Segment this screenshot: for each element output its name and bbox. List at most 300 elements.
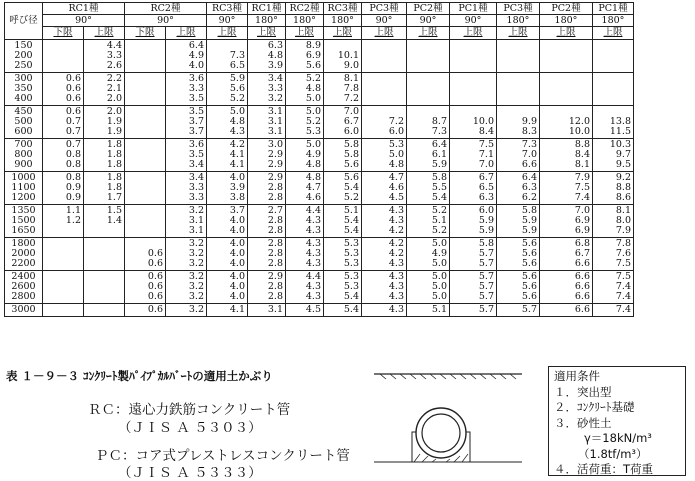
cover-value-cell: [450, 106, 497, 139]
cell-value: 6.3: [267, 40, 283, 51]
cell-value: 4.7: [388, 172, 404, 183]
cell-value: 2.9: [267, 172, 283, 183]
cover-value-cell: [207, 40, 248, 73]
cell-value: 5.9: [478, 225, 494, 236]
cell-value: 3.4: [188, 159, 204, 170]
table-row-group: [5, 73, 634, 106]
cell-value: 5.6: [229, 83, 245, 94]
cell-value: 5.6: [521, 271, 537, 282]
cell-value: 4.9: [305, 149, 321, 160]
cover-value-cell: [593, 205, 634, 238]
cell-value: 4.0: [229, 172, 245, 183]
cell-value: [499, 84, 537, 94]
cell-value: 4.2: [229, 139, 245, 150]
cell-value: [127, 84, 163, 94]
cell-value: 4.0: [229, 291, 245, 302]
cell-value: 4.4: [305, 271, 321, 282]
cover-value-cell: [324, 172, 362, 205]
cell-value: 8.0: [615, 215, 631, 226]
rc-legend: ＲＣ：遠心力鉄筋コンクリート管: [88, 402, 291, 418]
cover-value-cell: [497, 172, 540, 205]
cell-value: [45, 51, 81, 61]
cell-value: 6.1: [431, 149, 447, 160]
cell-value: 2200: [11, 258, 36, 269]
cell-value: 4.1: [229, 149, 245, 160]
cover-value-cell: [84, 304, 125, 317]
cell-value: 7.3: [521, 139, 537, 150]
cell-value: 7.0: [478, 159, 494, 170]
angle-header: 90°: [207, 15, 248, 27]
cell-value: 3000: [11, 304, 36, 315]
cell-value: 4.4: [106, 40, 122, 51]
cell-value: 3.2: [188, 304, 204, 315]
cell-value: 3.2: [188, 205, 204, 216]
cover-value-cell: [362, 139, 407, 172]
cell-value: 4.3: [229, 126, 245, 137]
cell-value: 5.6: [521, 238, 537, 249]
cover-value-cell: [166, 139, 207, 172]
cell-value: 2400: [11, 271, 36, 282]
cell-value: 7.8: [343, 83, 359, 94]
cover-value-cell: [450, 238, 497, 271]
cell-value: 7.5: [574, 182, 590, 193]
cell-value: 4.2: [388, 248, 404, 259]
cell-value: 6.5: [229, 60, 245, 71]
cell-value: 2.8: [267, 291, 283, 302]
cell-value: 0.6: [65, 93, 81, 104]
cell-value: 6.9: [305, 50, 321, 61]
cell-value: 3.5: [188, 93, 204, 104]
cell-value: 6.9: [574, 225, 590, 236]
cell-value: 3.3: [188, 83, 204, 94]
cell-value: [127, 226, 163, 236]
cell-value: [364, 94, 404, 104]
angle-header: 90°: [407, 15, 450, 27]
cell-value: 9.5: [615, 159, 631, 170]
cover-value-cell: [207, 205, 248, 238]
cell-value: 700: [14, 139, 33, 150]
cell-value: 1650: [11, 225, 36, 236]
cell-value: 5.0: [431, 238, 447, 249]
cover-value-cell: [166, 73, 207, 106]
cover-value-cell: [125, 271, 166, 304]
cell-value: 5.9: [229, 73, 245, 84]
cover-value-cell: [407, 271, 450, 304]
cover-value-cell: [497, 139, 540, 172]
cover-value-cell: [497, 205, 540, 238]
nominal-diameter-cell: [5, 205, 43, 238]
cell-value: [86, 239, 122, 249]
cover-value-cell: [84, 40, 125, 73]
cell-value: [364, 74, 404, 84]
cover-value-cell: [362, 106, 407, 139]
cell-value: 5.0: [229, 106, 245, 117]
cell-value: 2.9: [267, 271, 283, 282]
cell-value: 5.4: [431, 192, 447, 203]
cell-value: 250: [14, 60, 33, 71]
cover-value-cell: [43, 205, 84, 238]
nominal-diameter-cell: [5, 40, 43, 73]
cell-value: 5.7: [478, 281, 494, 292]
cell-value: [542, 41, 590, 51]
cell-value: 10.3: [609, 139, 631, 150]
cell-value: 3.4: [267, 73, 283, 84]
nominal-diameter-cell: [5, 271, 43, 304]
cover-value-cell: [540, 172, 593, 205]
cell-value: 3.5: [188, 106, 204, 117]
nominal-diameter-header: 呼び径: [5, 3, 43, 40]
cell-value: 0.6: [147, 248, 163, 259]
cover-value-cell: [362, 205, 407, 238]
condition-3: ３．砂性土: [554, 415, 612, 430]
table-header: [5, 3, 634, 40]
cell-value: [127, 94, 163, 104]
cell-value: 2.6: [106, 60, 122, 71]
cell-value: 1.8: [106, 139, 122, 150]
cover-value-cell: [450, 205, 497, 238]
cover-value-cell: [324, 73, 362, 106]
cell-value: 5.3: [343, 271, 359, 282]
conditions-title: 適用条件: [554, 369, 600, 383]
cell-value: 2.7: [267, 205, 283, 216]
cell-value: 450: [14, 106, 33, 117]
angle-header: 90°: [125, 15, 207, 27]
condition-3-unit-weight: γ＝18kN/m³: [584, 431, 652, 445]
cell-value: 7.2: [388, 116, 404, 127]
cell-value: [499, 74, 537, 84]
cell-value: 7.0: [574, 205, 590, 216]
cover-value-cell: [84, 271, 125, 304]
angle-header: 180°: [248, 15, 286, 27]
cover-value-cell: [125, 73, 166, 106]
cell-value: [452, 61, 494, 71]
angle-header: 180°: [593, 15, 634, 27]
cell-value: [542, 61, 590, 71]
cell-value: 4.8: [267, 50, 283, 61]
cell-value: 1.7: [106, 192, 122, 203]
cell-value: [127, 193, 163, 203]
cover-value-cell: [166, 271, 207, 304]
cover-value-cell: [286, 106, 324, 139]
cell-value: [409, 61, 447, 71]
cell-value: 1.9: [106, 126, 122, 137]
cell-value: [86, 305, 122, 315]
cell-value: 5.2: [431, 205, 447, 216]
cover-value-cell: [286, 304, 324, 317]
cover-value-cell: [540, 304, 593, 317]
cover-value-cell: [125, 40, 166, 73]
cell-value: 5.6: [521, 258, 537, 269]
cell-value: 1200: [11, 192, 36, 203]
cell-value: 7.2: [343, 93, 359, 104]
header-row-angle: [5, 15, 634, 27]
angle-header: 180°: [540, 15, 593, 27]
cell-value: 5.9: [521, 215, 537, 226]
cell-value: [595, 94, 631, 104]
cell-value: [45, 226, 81, 236]
cover-value-cell: [362, 172, 407, 205]
cover-value-cell: [362, 238, 407, 271]
cover-value-cell: [286, 40, 324, 73]
cover-value-cell: [84, 73, 125, 106]
cell-value: 3.6: [188, 73, 204, 84]
cell-value: [452, 51, 494, 61]
cell-value: 0.6: [147, 258, 163, 269]
cover-value-cell: [248, 304, 286, 317]
cell-value: 2.8: [267, 238, 283, 249]
cover-value-cell: [207, 106, 248, 139]
header-row-type: [5, 3, 634, 15]
cell-value: 2.8: [267, 182, 283, 193]
cell-value: [127, 41, 163, 51]
type-header: PC2種: [540, 3, 593, 15]
cell-value: [86, 282, 122, 292]
cell-value: [452, 41, 494, 51]
angle-header: 180°: [286, 15, 324, 27]
cell-value: 5.0: [431, 281, 447, 292]
table-row-group: [5, 238, 634, 271]
cell-value: 5.4: [343, 182, 359, 193]
nominal-diameter-cell: [5, 238, 43, 271]
cell-value: 2.8: [267, 248, 283, 259]
cover-value-cell: [497, 238, 540, 271]
cell-value: 6.9: [574, 215, 590, 226]
cell-value: 2600: [11, 281, 36, 292]
cover-value-cell: [362, 73, 407, 106]
pc-standard: （ＪＩＳ Ａ ５３３３）: [118, 465, 262, 481]
limit-header: 上限: [450, 27, 497, 40]
cell-value: 6.6: [574, 281, 590, 292]
cell-value: 5.0: [305, 139, 321, 150]
table-row-group: [5, 205, 634, 238]
cell-value: 6.5: [478, 182, 494, 193]
conditions-box: [548, 366, 686, 476]
cover-value-cell: [497, 271, 540, 304]
cell-value: 3.2: [267, 93, 283, 104]
limit-header: 上限: [407, 27, 450, 40]
cell-value: 4.6: [388, 182, 404, 193]
cell-value: 5.2: [305, 73, 321, 84]
cell-value: 0.7: [65, 139, 81, 150]
cell-value: 3.0: [267, 139, 283, 150]
cell-value: 3.2: [188, 248, 204, 259]
cell-value: 7.4: [615, 304, 631, 315]
cell-value: 2800: [11, 291, 36, 302]
cell-value: 5.7: [478, 258, 494, 269]
cover-value-cell: [84, 139, 125, 172]
cell-value: 4.9: [188, 50, 204, 61]
cell-value: 0.8: [65, 159, 81, 170]
cell-value: 4.0: [188, 60, 204, 71]
cell-value: 9.0: [343, 60, 359, 71]
type-header: PC3種: [497, 3, 540, 15]
cover-value-cell: [407, 73, 450, 106]
cell-value: 8.1: [615, 205, 631, 216]
cell-value: 4.4: [305, 205, 321, 216]
cell-value: 8.9: [305, 40, 321, 51]
nominal-diameter-cell: [5, 172, 43, 205]
cell-value: 3.2: [188, 291, 204, 302]
cell-value: 3.2: [188, 281, 204, 292]
cell-value: 5.6: [521, 291, 537, 302]
cell-value: 0.6: [147, 291, 163, 302]
cell-value: 1.4: [106, 215, 122, 226]
pipe-cross-section-diagram: [372, 366, 522, 478]
cell-value: 4.3: [388, 271, 404, 282]
cell-value: 4.8: [305, 83, 321, 94]
cell-value: [409, 41, 447, 51]
cover-value-cell: [84, 172, 125, 205]
table-row-group: [5, 106, 634, 139]
cell-value: 3.1: [267, 116, 283, 127]
limit-header: 上限: [248, 27, 286, 40]
cover-value-cell: [407, 106, 450, 139]
cell-value: 600: [14, 126, 33, 137]
cover-value-cell: [248, 172, 286, 205]
cell-value: 4.7: [305, 182, 321, 193]
cell-value: 4.8: [388, 159, 404, 170]
cover-value-cell: [407, 205, 450, 238]
cell-value: 7.4: [615, 291, 631, 302]
cell-value: 3.8: [229, 192, 245, 203]
cell-value: [127, 127, 163, 137]
cell-value: 2.1: [106, 83, 122, 94]
cell-value: 6.3: [521, 182, 537, 193]
type-header: PC2種: [407, 3, 450, 15]
cover-value-cell: [407, 238, 450, 271]
cell-value: 5.8: [431, 172, 447, 183]
cover-value-cell: [593, 304, 634, 317]
cell-value: 4.3: [388, 291, 404, 302]
cell-value: 3.2: [188, 258, 204, 269]
cell-value: 4.3: [305, 281, 321, 292]
cell-value: 8.6: [615, 192, 631, 203]
cell-value: 5.3: [343, 281, 359, 292]
cell-value: 6.0: [388, 126, 404, 137]
condition-2: ２．ｺﾝｸﾘｰﾄ基礎: [554, 400, 635, 414]
cover-value-cell: [324, 304, 362, 317]
cell-value: 7.9: [615, 225, 631, 236]
table-row-group: [5, 304, 634, 317]
cell-value: 1000: [11, 172, 36, 183]
cell-value: 5.4: [343, 225, 359, 236]
cell-value: 4.0: [229, 225, 245, 236]
cover-value-cell: [324, 40, 362, 73]
cell-value: 7.0: [343, 106, 359, 117]
cell-value: [499, 41, 537, 51]
cell-value: 1.8: [106, 172, 122, 183]
cell-value: 4.8: [229, 116, 245, 127]
cell-value: [542, 51, 590, 61]
cell-value: 4.3: [305, 248, 321, 259]
cell-value: 5.3: [343, 258, 359, 269]
type-header: RC1種: [43, 3, 125, 15]
cover-value-cell: [248, 106, 286, 139]
cell-value: [409, 51, 447, 61]
cell-value: 1.8: [106, 159, 122, 170]
cell-value: 1.2: [65, 215, 81, 226]
cover-value-cell: [43, 238, 84, 271]
cover-value-cell: [540, 73, 593, 106]
cell-value: 5.7: [478, 304, 494, 315]
cell-value: 7.8: [615, 238, 631, 249]
cell-value: 3.5: [188, 149, 204, 160]
cover-value-cell: [593, 106, 634, 139]
cell-value: 4.0: [229, 258, 245, 269]
cell-value: 6.3: [478, 192, 494, 203]
ground-hatching: [380, 374, 516, 379]
cell-value: [127, 183, 163, 193]
cell-value: [45, 41, 81, 51]
cover-value-cell: [286, 271, 324, 304]
cell-value: 5.0: [388, 149, 404, 160]
cell-value: 5.2: [343, 192, 359, 203]
cell-value: 3.9: [267, 60, 283, 71]
cell-value: 0.7: [65, 116, 81, 127]
cover-value-cell: [407, 40, 450, 73]
cell-value: 5.2: [229, 93, 245, 104]
cell-value: [127, 140, 163, 150]
cell-value: [595, 51, 631, 61]
cell-value: 300: [14, 73, 33, 84]
cover-value-cell: [286, 205, 324, 238]
limit-header: 上限: [84, 27, 125, 40]
cell-value: 6.4: [188, 40, 204, 51]
cell-value: 4.6: [305, 192, 321, 203]
cover-value-cell: [43, 106, 84, 139]
table-row-group: [5, 40, 634, 73]
cell-value: 4.0: [229, 215, 245, 226]
cell-value: 5.8: [343, 139, 359, 150]
cell-value: 6.7: [478, 172, 494, 183]
cover-value-cell: [84, 205, 125, 238]
cell-value: 7.4: [574, 192, 590, 203]
cover-value-cell: [166, 106, 207, 139]
cell-value: [452, 74, 494, 84]
cell-value: 0.7: [65, 126, 81, 137]
cover-value-cell: [125, 238, 166, 271]
cell-value: 5.1: [431, 304, 447, 315]
cell-value: 3.7: [188, 116, 204, 127]
cell-value: 6.7: [574, 248, 590, 259]
cover-value-cell: [248, 73, 286, 106]
cell-value: 1100: [11, 182, 36, 193]
header-row-limit: [5, 27, 634, 40]
cell-value: 5.8: [521, 205, 537, 216]
cell-value: 5.3: [343, 248, 359, 259]
cell-value: 4.3: [388, 215, 404, 226]
cell-value: 10.1: [337, 50, 359, 61]
nominal-diameter-cell: [5, 73, 43, 106]
cell-value: 4.0: [229, 238, 245, 249]
cover-value-cell: [125, 106, 166, 139]
cell-value: 10.0: [568, 126, 590, 137]
type-header: RC3種: [207, 3, 248, 15]
cell-value: 8.4: [478, 126, 494, 137]
limit-header: 上限: [593, 27, 634, 40]
nominal-diameter-cell: [5, 139, 43, 172]
cell-value: [409, 84, 447, 94]
cell-value: [364, 61, 404, 71]
cell-value: [86, 226, 122, 236]
cell-value: 2.0: [106, 93, 122, 104]
cell-value: 4.3: [388, 304, 404, 315]
soil-cover-table: [4, 2, 634, 317]
cell-value: 5.2: [305, 116, 321, 127]
type-header: RC3種: [324, 3, 362, 15]
cell-value: 6.2: [521, 192, 537, 203]
cell-value: [595, 84, 631, 94]
